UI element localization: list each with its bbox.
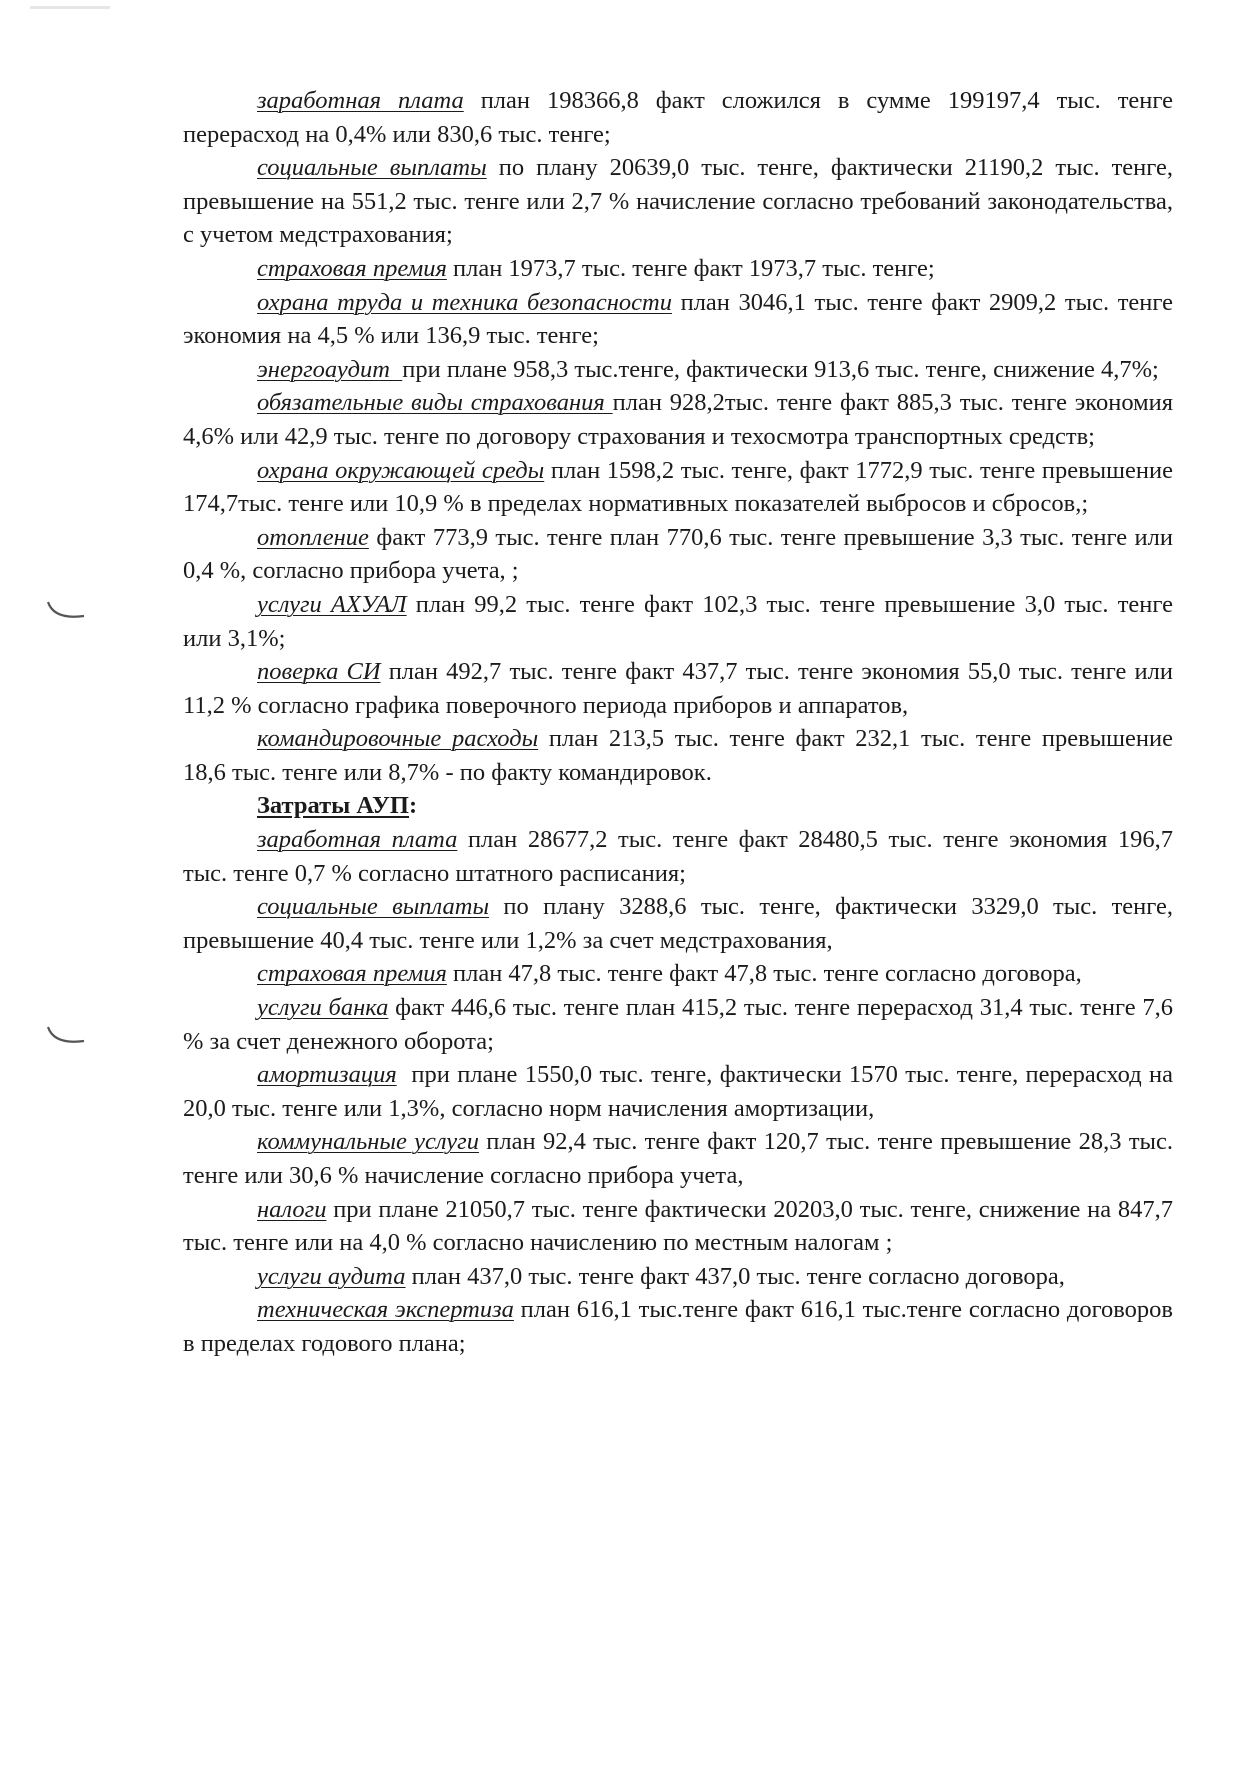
- paragraph-social-payments: [183, 151, 1173, 252]
- paragraph-text: план 437,0 тыс. тенге факт 437,0 тыс. тенге согласно договора,: [405, 1262, 1065, 1290]
- paragraph-text: план 47,8 тыс. тенге факт 47,8 тыс. тенге согласно договора,: [446, 960, 1082, 988]
- paragraph-text: план 213,5 тыс. тенге факт 232,1 тыс. тенге превышение 18,6 тыс. тенге или 8,7% - по факту командировок.: [183, 725, 1173, 786]
- paragraph-text: план 928,2тыс. тенге факт 885,3 тыс. тенге экономия 4,6% или 42,9 тыс. тенге по договору страхования и техосмотра транспортных средств;: [183, 389, 1173, 450]
- paragraph-ahual-services: [183, 588, 1173, 655]
- paragraph-aup-salary: [183, 823, 1173, 890]
- term: поверка СИ: [257, 658, 381, 686]
- term: налоги: [257, 1195, 327, 1223]
- punch-hole-mark-lower: [46, 1021, 86, 1047]
- aup-costs-list: [183, 823, 1180, 1361]
- paragraph-salary: [183, 84, 1173, 151]
- term: охрана труда и техника безопасности: [257, 288, 672, 316]
- paragraph-text: по плану 3288,6 тыс. тенге, фактически 3329,0 тыс. тенге, превышение 40,4 тыс. тенге или 1,2% за счет медстрахования,: [183, 893, 1173, 954]
- paragraph-aup-social-payments: [183, 890, 1173, 957]
- paragraph-text: план 1598,2 тыс. тенге, факт 1772,9 тыс. тенге превышение 174,7тыс. тенге или 10,9 % в пределах нормативных показателей выбросов и сбросов,;: [183, 456, 1173, 518]
- paragraph-text: план 99,2 тыс. тенге факт 102,3 тыс. тенге превышение 3,0 тыс. тенге или 3,1%;: [183, 590, 1173, 652]
- term: заработная плата: [257, 826, 458, 854]
- paragraph-text: план 198366,8 факт сложился в сумме 199197,4 тыс. тенге перерасход на 0,4% или 830,6 тыс. тенге;: [183, 87, 1173, 148]
- document-body: [183, 84, 1180, 1361]
- paragraph-aup-bank-services: [183, 991, 1173, 1058]
- paragraph-aup-utilities: [183, 1125, 1173, 1192]
- term: услуги АХУАЛ: [257, 590, 407, 618]
- term: обязательные виды страхования: [257, 389, 613, 417]
- paragraph-text: факт 773,9 тыс. тенге план 770,6 тыс. тенге превышение 3,3 тыс. тенге или 0,4 %, согласно прибора учета, ;: [183, 523, 1173, 585]
- term: социальные выплаты: [257, 893, 490, 921]
- paragraph-text: план 1973,7 тыс. тенге факт 1973,7 тыс. тенге;: [446, 254, 935, 282]
- section-heading-text: Затраты АУП: [257, 792, 409, 820]
- term: отопление: [257, 523, 369, 551]
- term: техническая экспертиза: [257, 1296, 514, 1324]
- paragraph-text: план 3046,1 тыс. тенге факт 2909,2 тыс. тенге экономия на 4,5 % или 136,9 тыс. тенге;: [183, 288, 1174, 350]
- term: коммунальные услуги: [257, 1128, 479, 1156]
- paragraph-text: план 92,4 тыс. тенге факт 120,7 тыс. тенге превышение 28,3 тыс. тенге или 30,6 % начисление согласно прибора учета,: [183, 1128, 1173, 1189]
- term: услуги аудита: [257, 1262, 406, 1290]
- term: охрана окружающей среды: [257, 456, 545, 484]
- paragraph-text: при плане 958,3 тыс.тенге, фактически 913,6 тыс. тенге, снижение 4,7%;: [402, 355, 1159, 383]
- paragraph-energy-audit: [183, 353, 1173, 387]
- paragraph-text: факт 446,6 тыс. тенге план 415,2 тыс. тенге перерасход 31,4 тыс. тенге 7,6 % за счет денежного оборота;: [183, 994, 1173, 1055]
- paragraph-travel-expenses: [183, 722, 1173, 789]
- term: страховая премия: [257, 960, 447, 988]
- paragraph-text: план 616,1 тыс.тенге факт 616,1 тыс.тенге согласно договоров в пределах годового плана;: [183, 1296, 1173, 1357]
- term: амортизация: [257, 1061, 397, 1089]
- paragraph-text: план 28677,2 тыс. тенге факт 28480,5 тыс. тенге экономия 196,7 тыс. тенге 0,7 % согласно штатного расписания;: [183, 826, 1173, 887]
- paragraph-aup-technical-expertise: [183, 1293, 1173, 1360]
- paragraph-text: по плану 20639,0 тыс. тенге, фактически 21190,2 тыс. тенге, превышение на 551,2 тыс. тенге или 2,7 % начисление согласно требований законодательства, с учетом медстрахования;: [183, 154, 1173, 249]
- paragraph-si-verification: [183, 655, 1173, 722]
- paragraph-text: при плане 1550,0 тыс. тенге, фактически 1570 тыс. тенге, перерасход на 20,0 тыс. тенге или 1,3%, согласно норм начисления амортизации,: [183, 1061, 1180, 1122]
- term: заработная плата: [257, 87, 464, 114]
- section-heading-aup: [183, 789, 1173, 823]
- paragraph-heating: [183, 521, 1173, 588]
- production-costs-list: [183, 84, 1173, 789]
- term: командировочные расходы: [257, 725, 539, 753]
- term: социальные выплаты: [257, 154, 487, 182]
- paragraph-aup-audit-services: [183, 1260, 1173, 1294]
- paragraph-text: при плане 21050,7 тыс. тенге фактически 20203,0 тыс. тенге, снижение на 847,7 тыс. тенге или на 4,0 % согласно начислению по местным налогам ;: [183, 1195, 1173, 1257]
- paragraph-mandatory-insurance: [183, 386, 1173, 453]
- term: энергоаудит: [257, 355, 403, 383]
- scan-edge-mark: [30, 6, 110, 9]
- term: страховая премия: [257, 254, 447, 282]
- paragraph-aup-insurance-premium: [183, 957, 1173, 991]
- paragraph-labor-safety: [183, 286, 1173, 353]
- paragraph-aup-depreciation: [183, 1058, 1180, 1125]
- section-heading-colon: :: [409, 792, 418, 820]
- paragraph-insurance-premium: [183, 252, 1173, 286]
- paragraph-environment: [183, 454, 1173, 521]
- paragraph-text: план 492,7 тыс. тенге факт 437,7 тыс. тенге экономия 55,0 тыс. тенге или 11,2 % согласно графика поверочного периода приборов и аппаратов,: [183, 658, 1173, 719]
- term: услуги банка: [257, 994, 389, 1022]
- punch-hole-mark-upper: [46, 596, 86, 622]
- paragraph-aup-taxes: [183, 1193, 1173, 1260]
